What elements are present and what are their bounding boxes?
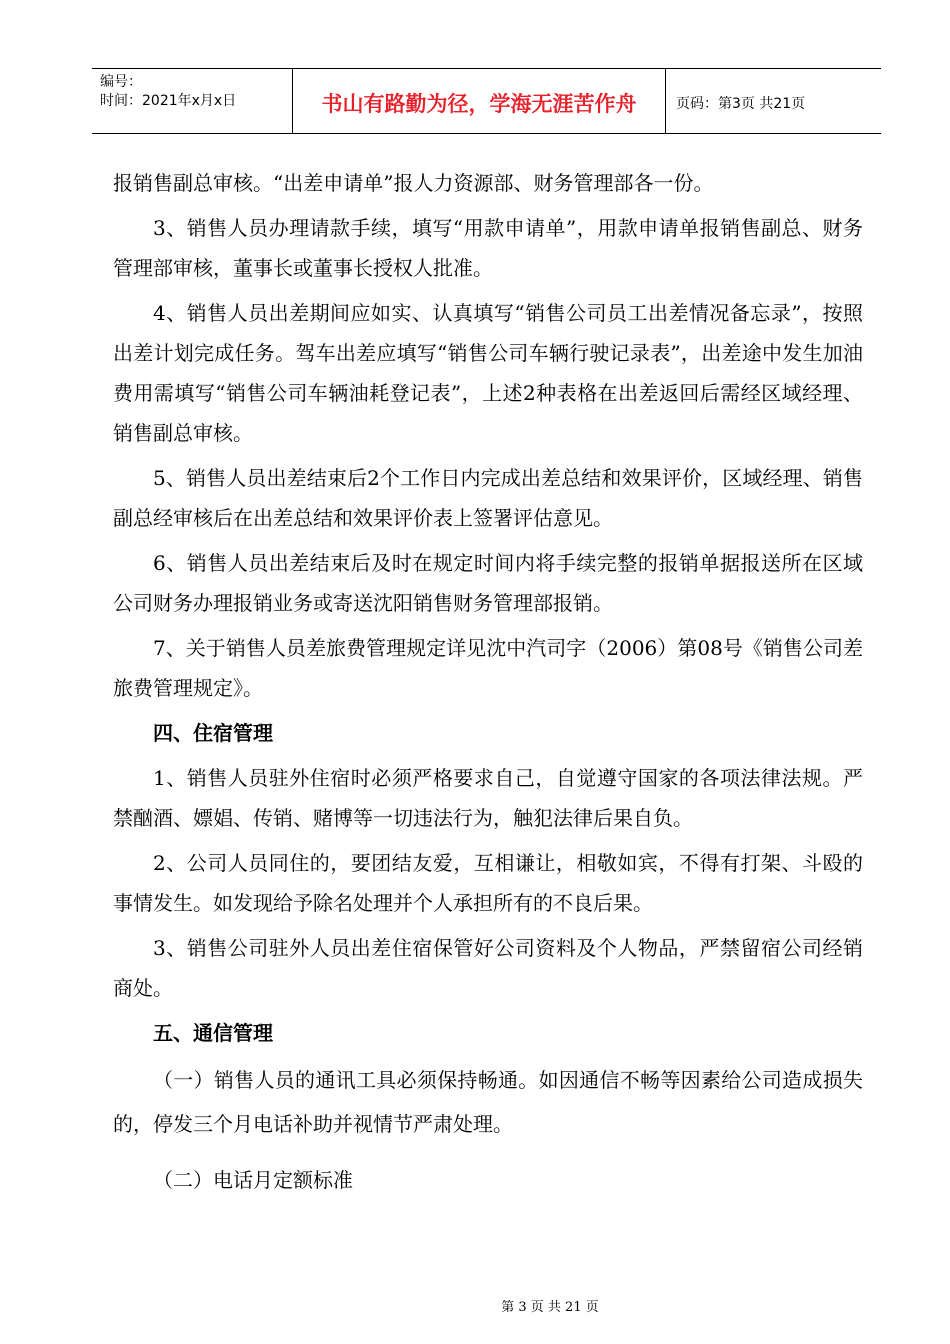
paragraph: 报销售副总审核。“出差申请单”报人力资源部、财务管理部各一份。 xyxy=(113,171,714,195)
section-heading-communication: 五、通信管理 xyxy=(153,1021,273,1045)
serial-label: 编号： xyxy=(100,74,142,90)
paragraph: 6、销售人员出差结束后及时在规定时间内将手续完整的报销单据报送所在区域公司财务办理报销业务或寄送沈阳销售财务管理部报销。 xyxy=(113,551,863,615)
header-motto: 书山有路勤为径，学海无涯苦作舟 xyxy=(293,69,666,133)
section-heading-lodging: 四、住宿管理 xyxy=(153,721,273,745)
paragraph: （一）销售人员的通讯工具必须保持畅通。如因通信不畅等因素给公司造成损失的，停发三个月电话补助并视情节严肃处理。 xyxy=(113,1068,863,1136)
paragraph: 4、销售人员出差期间应如实、认真填写“销售公司员工出差情况备忘录”，按照出差计划完成任务。驾车出差应填写“销售公司车辆行驶记录表”，出差途中发生加油费用需填写“销售公司车辆油耗登记表”，上述2种表格在出差返回后需经区域经理、销售副总审核。 xyxy=(113,301,863,445)
page-header xyxy=(92,68,881,134)
header-page-label: 页码：第3页 共21页 xyxy=(676,96,806,112)
paragraph: 3、销售公司驻外人员出差住宿保管好公司资料及个人物品，严禁留宿公司经销商处。 xyxy=(113,936,863,1000)
paragraph: 1、销售人员驻外住宿时必须严格要求自己，自觉遵守国家的各项法律法规。严禁酗酒、嫖娼、传销、赌博等一切违法行为，触犯法律后果自负。 xyxy=(113,766,863,830)
page-footer: 第 3 页 共 21 页 xyxy=(501,1300,599,1315)
paragraph: 5、销售人员出差结束后2个工作日内完成出差总结和效果评价，区域经理、销售副总经审核后在出差总结和效果评价表上签署评估意见。 xyxy=(113,466,863,530)
header-meta xyxy=(92,69,293,133)
paragraph: 2、公司人员同住的，要团结友爱，互相谦让，相敬如宾，不得有打架、斗殴的事情发生。如发现给予除名处理并个人承担所有的不良后果。 xyxy=(113,851,863,915)
paragraph: 7、关于销售人员差旅费管理规定详见沈中汽司字（2006）第08号《销售公司差旅费管理规定》。 xyxy=(113,636,863,700)
time-label: 时间：2021年x月x日 xyxy=(100,93,237,109)
document-body xyxy=(113,163,863,1205)
paragraph: 3、销售人员办理请款手续，填写“用款申请单”，用款申请单报销售副总、财务管理部审核，董事长或董事长授权人批准。 xyxy=(113,216,863,280)
paragraph: （二）电话月定额标准 xyxy=(153,1168,353,1192)
